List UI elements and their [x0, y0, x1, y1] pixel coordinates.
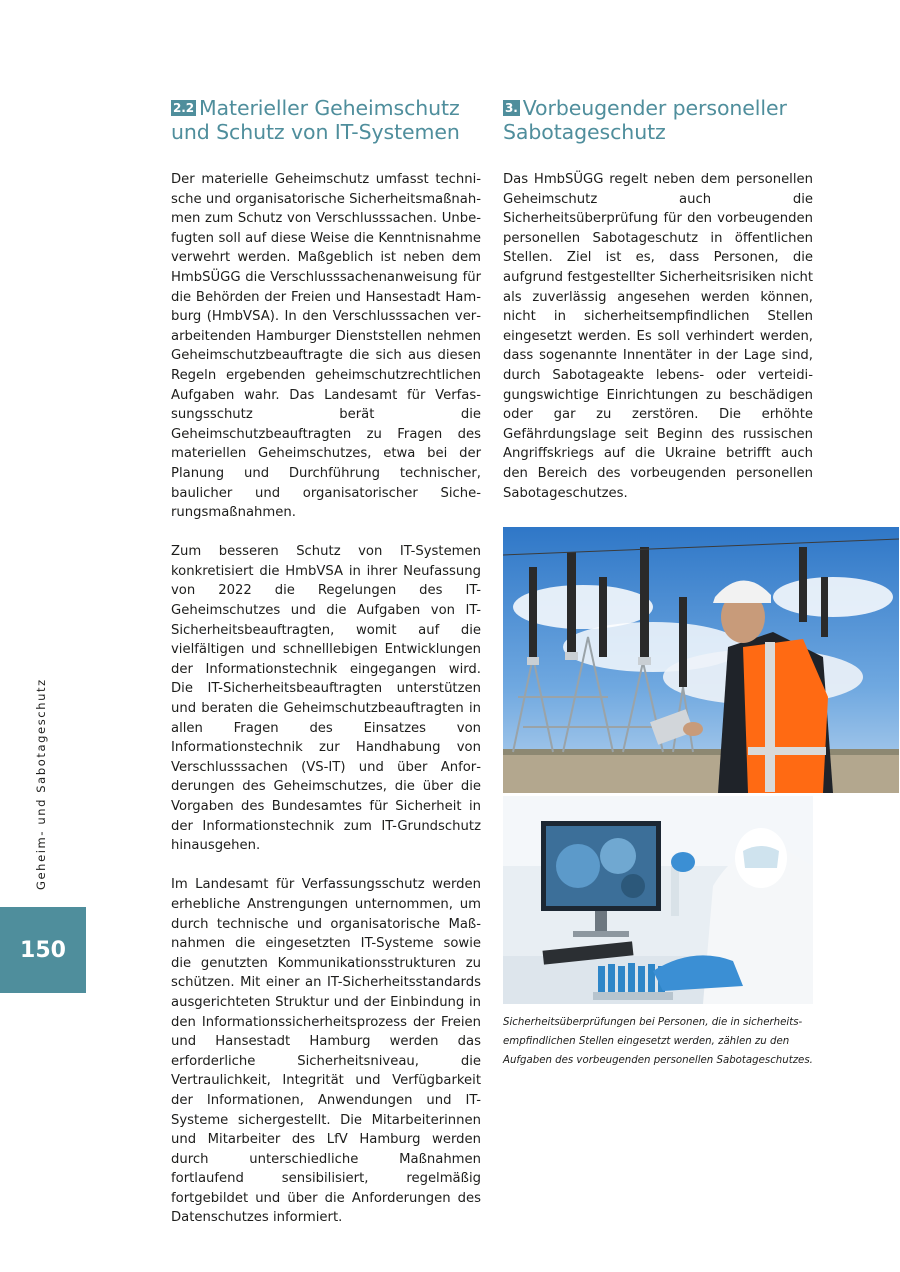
laboratory-illustration	[503, 796, 813, 1004]
paragraph-materieller-geheimschutz: Der materielle Geheimschutz umfasst technische und organisatorische Sicherheitsmaßnahmen zum Schutz von Verschlusssachen. Unbefugten soll auf diese Weise die Kenntnisnahme verwehrt werden. Maßgeblich ist neben dem HmbSÜGG die Verschlusssachenanweisung für die Behörden der Freien und Hansestadt Hamburg (HmbVSA). In den Verschlusssachen verarbeitenden Hamburger Dienststellen nehmen Geheimschutzbeauftragte die sich aus diesen Regeln ergebenden geheimschutzrechtlichen Aufgaben wahr. Das Landesamt für Verfassungsschutz berät die Geheimschutzbeauftragten zu Fragen des materiellen Geheimschutzes, etwa bei der Planung und Durchführung technischer, baulicher und organisatorischer Sicherungsmaßnahmen.	[171, 172, 481, 521]
section-title-line1: Vorbeugender personeller	[522, 96, 787, 120]
paragraph-it-systeme: Zum besseren Schutz von IT-Systemen konkretisiert die HmbVSA in ihrer Neufassung von 2022 die Regelungen des IT-Geheimschutzes und die Aufgaben von IT-Sicherheitsbeauftragten, womit auf die vielfältigen und schnelllebigen Entwicklungen der Informationstechnik eingegangen wird. Die IT-Sicherheitsbeauftragten unterstützen und beraten die Geheimschutzbeauftragten in allen Fragen des Einsatzes von Informationstechnik zur Handhabung von Verschlusssachen (VS-IT) und über Anforderungen des Geheimschutzes, die über die Vorgaben des Bundesamtes für Sicherheit in der Informationstechnik zum IT-Grundschutz hinausgehen.	[171, 544, 481, 854]
section-title-line2: und Schutz von IT-Systemen	[171, 120, 460, 144]
photo-laboratory	[503, 796, 813, 1004]
section-number-badge: 3.	[505, 101, 518, 115]
paragraph-sabotageschutz: Das HmbSÜGG regelt neben dem personellen Geheimschutz auch die Sicherheitsüberprüfung für den vorbeugenden personellen Sabotageschutz in öffentlichen Stellen. Ziel ist es, dass Personen, die aufgrund festgestellter Sicherheitsrisiken nicht als zuverlässig angesehen werden können, nicht in sicherheitsempfindlichen Stellen eingesetzt werden. Es soll verhindert werden, dass sogenannte Innentäter in der Lage sind, durch Sabotageakte lebens- oder verteidigungswichtige Einrichtungen zu beschädigen oder gar zu zerstören. Die erhöhte Gefährdungslage seit Beginn des russischen Angriffskriegs auf die Ukraine betrifft auch den Bereich des vorbeugenden personellen Sabotageschutzes.	[503, 172, 813, 501]
caption-line1: Sicherheitsüberprüfungen bei Personen, die in sicherheits-	[503, 1017, 803, 1028]
section-number-badge: 2.2	[173, 101, 194, 115]
section-heading-materieller-geheimschutz	[171, 96, 491, 144]
section-title-line1: Materieller Geheimschutz	[198, 96, 460, 120]
page-number-tab	[0, 907, 86, 993]
caption-line2: empfindlichen Stellen eingesetzt werden, zählen zu den	[503, 1036, 790, 1047]
section-heading-sabotageschutz	[503, 96, 823, 144]
substation-illustration	[503, 527, 899, 793]
paragraph-lfv-massnahmen: Im Landesamt für Verfassungsschutz werden erhebliche Anstrengungen unternommen, um durch technische und organisatorische Maßnahmen die eingesetzten IT-Systeme sowie die genutzten Kommunikationsstrukturen zu schützen. Mit einer an IT-Sicherheitsstandards ausgerichteten Struktur und der Einbindung in den Informationssicherheitsprozess der Freien und Hansestadt Hamburg werden das erforderliche Sicherheitsniveau, die Vertraulichkeit, Integrität und Verfügbarkeit der Informationen, Anwendungen und IT-Systeme sichergestellt. Die Mitarbeiterinnen und Mitarbeiter des LfV Hamburg werden durch unterschiedliche Maßnahmen fortlaufend sensibilisiert, regelmäßig fortgebildet und über die Anforderungen des Datenschutzes informiert.	[171, 877, 481, 1226]
sidebar-chapter-label: Geheim- und Sabotageschutz	[34, 678, 48, 890]
caption-line3: Aufgaben des vorbeugenden personellen Sabotageschutzes.	[503, 1055, 813, 1066]
left-column-body	[171, 170, 481, 1228]
page-number: 150	[20, 937, 66, 963]
section-title-line2: Sabotageschutz	[503, 120, 666, 144]
right-column-body	[503, 170, 813, 503]
image-caption	[503, 1013, 833, 1070]
photo-substation-worker	[503, 527, 899, 793]
